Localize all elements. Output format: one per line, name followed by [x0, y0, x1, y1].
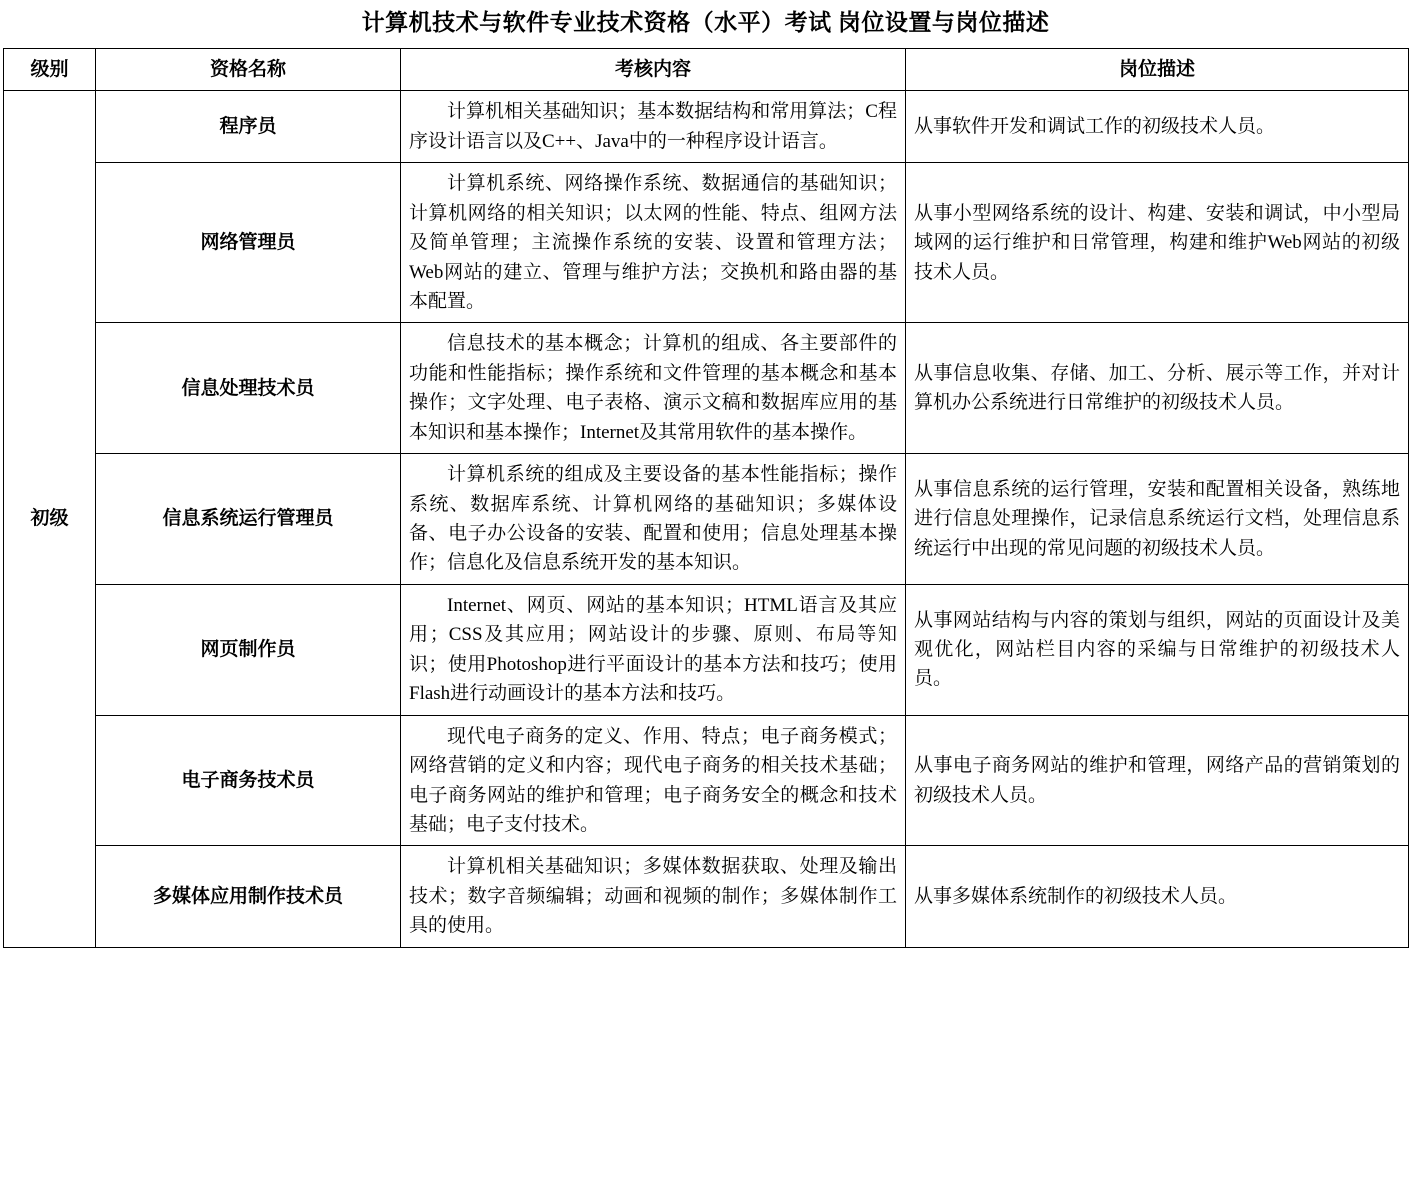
job-description: 从事小型网络系统的设计、构建、安装和调试，中小型局域网的运行维护和日常管理，构建和维护Web网站的初级技术人员。: [906, 163, 1409, 323]
table-header-row: [4, 48, 1409, 90]
exam-content: 信息技术的基本概念；计算机的组成、各主要部件的功能和性能指标；操作系统和文件管理的基本概念和基本操作；文字处理、电子表格、演示文稿和数据库应用的基本知识和基本操作；Internet及其常用软件的基本操作。: [401, 323, 906, 454]
qualification-name: 网页制作员: [96, 584, 401, 715]
table-row: [4, 715, 1409, 846]
job-description: 从事信息收集、存储、加工、分析、展示等工作，并对计算机办公系统进行日常维护的初级技术人员。: [906, 323, 1409, 454]
exam-content: 计算机系统、网络操作系统、数据通信的基础知识；计算机网络的相关知识；以太网的性能、特点、组网方法及简单管理；主流操作系统的安装、设置和管理方法；Web网站的建立、管理与维护方法；交换机和路由器的基本配置。: [401, 163, 906, 323]
job-description: 从事电子商务网站的维护和管理，网络产品的营销策划的初级技术人员。: [906, 715, 1409, 846]
exam-content: Internet、网页、网站的基本知识；HTML语言及其应用；CSS及其应用；网站设计的步骤、原则、布局等知识；使用Photoshop进行平面设计的基本方法和技巧；使用Flash进行动画设计的基本方法和技巧。: [401, 584, 906, 715]
level-cell-primary: 初级: [4, 91, 96, 947]
table-row: [4, 91, 1409, 163]
qualification-table: [3, 48, 1409, 948]
table-row: [4, 584, 1409, 715]
table-body: [4, 91, 1409, 947]
exam-content: 现代电子商务的定义、作用、特点；电子商务模式；网络营销的定义和内容；现代电子商务的相关技术基础；电子商务网站的维护和管理；电子商务安全的概念和技术基础；电子支付技术。: [401, 715, 906, 846]
job-description: 从事信息系统的运行管理，安装和配置相关设备，熟练地进行信息处理操作，记录信息系统运行文档，处理信息系统运行中出现的常见问题的初级技术人员。: [906, 454, 1409, 585]
job-description: 从事多媒体系统制作的初级技术人员。: [906, 846, 1409, 947]
job-description: 从事软件开发和调试工作的初级技术人员。: [906, 91, 1409, 163]
table-header: [4, 48, 1409, 90]
exam-content: 计算机系统的组成及主要设备的基本性能指标；操作系统、数据库系统、计算机网络的基础知识；多媒体设备、电子办公设备的安装、配置和使用；信息处理基本操作；信息化及信息系统开发的基本知识。: [401, 454, 906, 585]
qualification-name: 网络管理员: [96, 163, 401, 323]
page-title: 计算机技术与软件专业技术资格（水平）考试 岗位设置与岗位描述: [361, 10, 1050, 35]
exam-content: 计算机相关基础知识；多媒体数据获取、处理及输出技术；数字音频编辑；动画和视频的制作；多媒体制作工具的使用。: [401, 846, 906, 947]
qualification-name: 多媒体应用制作技术员: [96, 846, 401, 947]
qualification-name: 信息处理技术员: [96, 323, 401, 454]
column-header-name: 资格名称: [96, 48, 401, 90]
column-header-level: 级别: [4, 48, 96, 90]
table-row: [4, 454, 1409, 585]
qualification-name: 信息系统运行管理员: [96, 454, 401, 585]
job-description: 从事网站结构与内容的策划与组织，网站的页面设计及美观优化，网站栏目内容的采编与日常维护的初级技术人员。: [906, 584, 1409, 715]
table-row: [4, 846, 1409, 947]
exam-content: 计算机相关基础知识；基本数据结构和常用算法；C程序设计语言以及C++、Java中的一种程序设计语言。: [401, 91, 906, 163]
table-row: [4, 163, 1409, 323]
column-header-description: 岗位描述: [906, 48, 1409, 90]
table-row: [4, 323, 1409, 454]
qualification-name: 程序员: [96, 91, 401, 163]
column-header-content: 考核内容: [401, 48, 906, 90]
qualification-name: 电子商务技术员: [96, 715, 401, 846]
